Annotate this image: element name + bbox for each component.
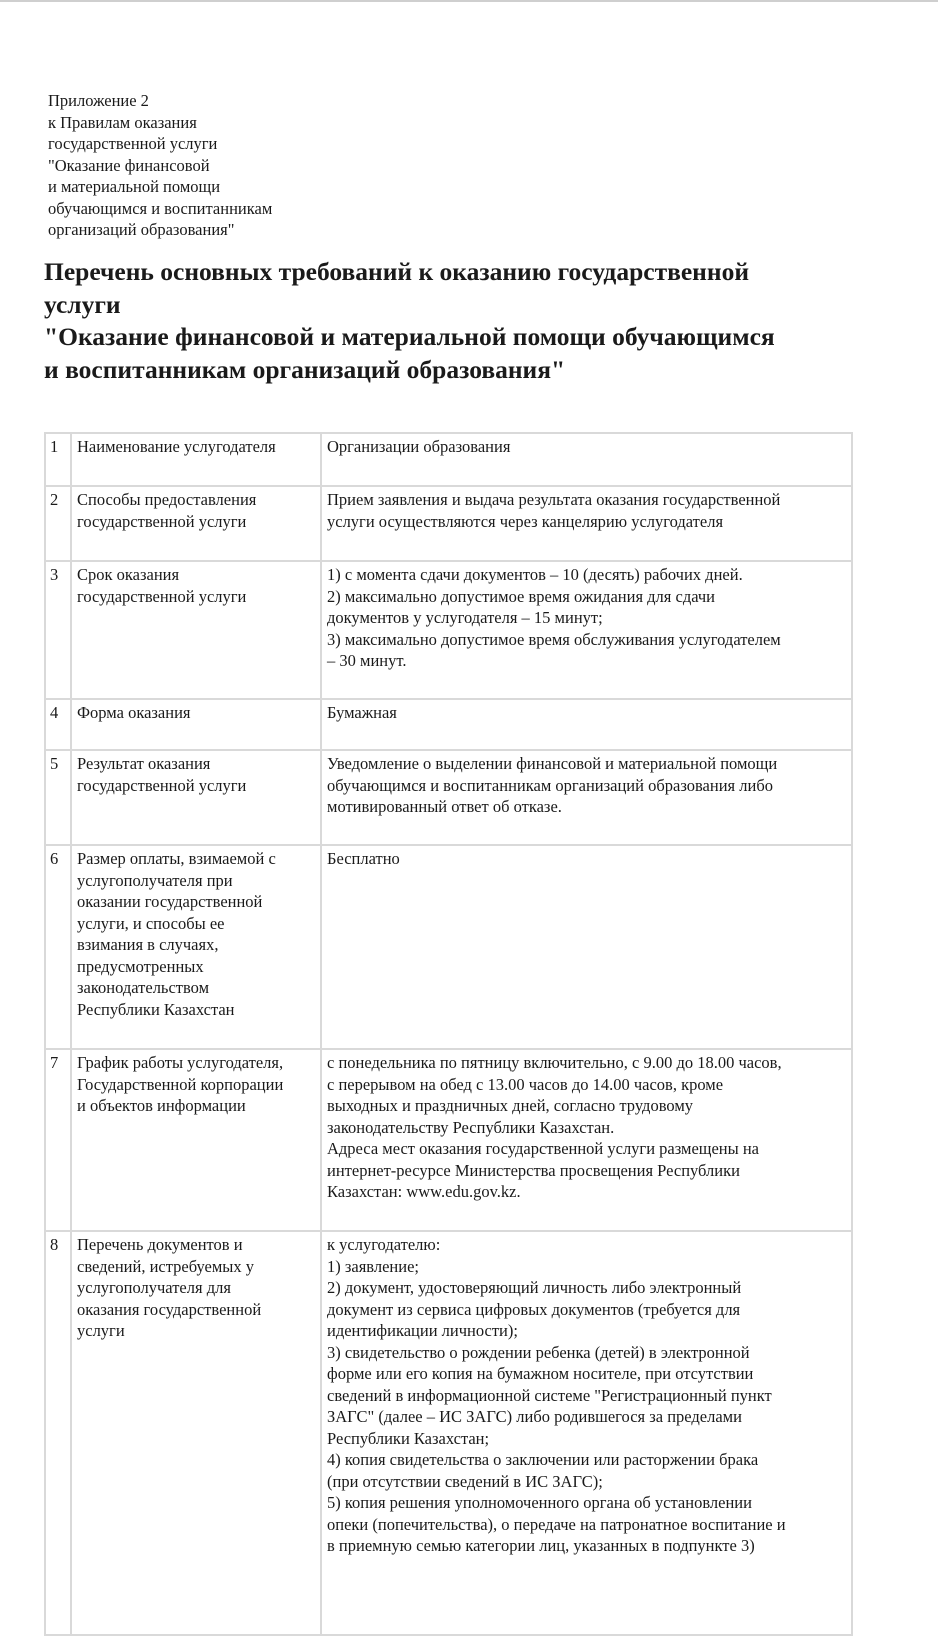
requirement-label-line: График работы услугодателя, bbox=[77, 1053, 284, 1072]
requirement-value-cell bbox=[321, 561, 852, 699]
title-line: услуги bbox=[44, 289, 121, 319]
requirement-label-cell bbox=[71, 1231, 321, 1635]
requirement-label-line: государственной услуги bbox=[77, 775, 247, 795]
requirement-label-line: взимания в случаях, bbox=[77, 935, 219, 954]
requirement-label-line: оказания государственной bbox=[77, 1299, 262, 1319]
requirement-value-line: Организации образования bbox=[327, 437, 511, 456]
appendix-line: "Оказание финансовой bbox=[48, 155, 210, 175]
requirement-value-line: 2) документ, удостоверяющий личность либо электронный bbox=[327, 1278, 742, 1297]
requirement-value-line: в приемную семью категории лиц, указанных в подпункте 3) bbox=[327, 1536, 755, 1555]
requirement-value-line: к услугодателю: bbox=[327, 1235, 441, 1254]
requirement-value-line: услуги осуществляются через канцелярию услугодателя bbox=[327, 511, 724, 531]
requirement-label-cell bbox=[71, 561, 321, 699]
row-number-cell: 8 bbox=[45, 1231, 71, 1635]
appendix-line: и материальной помощи bbox=[48, 177, 221, 196]
requirement-label-line: сведений, истребуемых у bbox=[77, 1256, 254, 1276]
appendix-line: Приложение 2 bbox=[48, 91, 149, 110]
requirement-label-line: государственной услуги bbox=[77, 511, 247, 531]
requirement-label-cell bbox=[71, 433, 321, 486]
requirement-label-line: Срок оказания bbox=[77, 565, 180, 584]
table-row bbox=[45, 1049, 852, 1231]
requirement-label-line: услугополучателя при bbox=[77, 870, 233, 890]
requirement-value-line: обучающимся и воспитанникам организаций образования либо bbox=[327, 775, 773, 795]
requirement-value-line: – 30 минут. bbox=[327, 651, 407, 670]
top-divider bbox=[0, 0, 938, 2]
requirement-value-line: опеки (попечительства), о передаче на патронатное воспитание и bbox=[327, 1514, 786, 1534]
requirement-value-line: форме или его копия на бумажном носителе, при отсутствии bbox=[327, 1364, 754, 1383]
requirement-label-line: Республики Казахстан bbox=[77, 999, 235, 1019]
requirement-value-cell bbox=[321, 1049, 852, 1231]
requirement-value-line: 3) свидетельство о рождении ребенка (детей) в электронной bbox=[327, 1342, 750, 1362]
row-number-cell: 6 bbox=[45, 845, 71, 1049]
requirement-label-cell bbox=[71, 1049, 321, 1231]
requirement-value-line: с перерывом на обед с 13.00 часов до 14.00 часов, кроме bbox=[327, 1074, 724, 1094]
requirement-value-line: 4) копия свидетельства о заключении или расторжении брака bbox=[327, 1450, 759, 1469]
requirement-value-line: сведений в информационной системе "Регистрационный пункт bbox=[327, 1385, 772, 1405]
requirement-value-line: Адреса мест оказания государственной услуги размещены на bbox=[327, 1139, 760, 1158]
table-row bbox=[45, 750, 852, 845]
requirement-value-line: 5) копия решения уполномоченного органа об установлении bbox=[327, 1493, 752, 1512]
requirement-value-line: идентификации личности); bbox=[327, 1321, 518, 1340]
requirement-label-cell bbox=[71, 845, 321, 1049]
requirement-value-cell bbox=[321, 845, 852, 1049]
row-number-cell: 3 bbox=[45, 561, 71, 699]
appendix-line: организаций образования" bbox=[48, 220, 235, 239]
requirement-value-line: Уведомление о выделении финансовой и материальной помощи bbox=[327, 754, 778, 773]
requirement-value-cell bbox=[321, 699, 852, 750]
document-title bbox=[44, 256, 874, 386]
requirement-value-cell bbox=[321, 1231, 852, 1635]
requirement-value-cell bbox=[321, 750, 852, 845]
requirement-value-line: с понедельника по пятницу включительно, с 9.00 до 18.00 часов, bbox=[327, 1053, 782, 1072]
appendix-note bbox=[48, 90, 272, 241]
table-row bbox=[45, 699, 852, 750]
requirement-value-line: Бесплатно bbox=[327, 849, 400, 868]
requirement-value-line: Прием заявления и выдача результата оказания государственной bbox=[327, 490, 781, 509]
requirement-label-line: Способы предоставления bbox=[77, 490, 257, 509]
requirement-value-line: ЗАГС" (далее – ИС ЗАГС) либо родившегося за пределами bbox=[327, 1407, 742, 1426]
requirement-label-line: услуги, и способы ее bbox=[77, 913, 225, 933]
row-number-cell: 2 bbox=[45, 486, 71, 561]
title-line: и воспитанникам организаций образования" bbox=[44, 354, 566, 384]
requirement-label-line: законодательством bbox=[77, 978, 210, 997]
table-row bbox=[45, 433, 852, 486]
appendix-line: обучающимся и воспитанникам bbox=[48, 198, 273, 218]
table-row bbox=[45, 486, 852, 561]
requirement-label-line: государственной услуги bbox=[77, 586, 247, 606]
requirement-value-line: документ из сервиса цифровых документов (требуется для bbox=[327, 1299, 741, 1319]
table-row bbox=[45, 845, 852, 1049]
requirements-table bbox=[44, 432, 853, 1636]
requirement-value-line: 3) максимально допустимое время обслуживания услугодателем bbox=[327, 629, 781, 649]
requirement-value-cell bbox=[321, 433, 852, 486]
requirement-label-cell bbox=[71, 750, 321, 845]
title-line: "Оказание финансовой и материальной помощи обучающимся bbox=[44, 322, 775, 351]
table-row bbox=[45, 561, 852, 699]
requirement-label-line: услугополучателя для bbox=[77, 1278, 231, 1297]
requirement-value-line: 2) максимально допустимое время ожидания для сдачи bbox=[327, 586, 716, 606]
row-number-cell: 5 bbox=[45, 750, 71, 845]
requirement-value-line: Бумажная bbox=[327, 703, 397, 722]
requirement-label-line: Государственной корпорации bbox=[77, 1074, 284, 1094]
requirement-value-line: (при отсутствии сведений в ИС ЗАГС); bbox=[327, 1471, 603, 1491]
row-number-cell: 4 bbox=[45, 699, 71, 750]
requirement-label-line: Наименование услугодателя bbox=[77, 437, 276, 456]
requirement-label-cell bbox=[71, 699, 321, 750]
requirement-value-line: 1) заявление; bbox=[327, 1256, 419, 1276]
appendix-line: к Правилам оказания bbox=[48, 112, 197, 132]
requirement-value-line: выходных и праздничных дней, согласно трудовому bbox=[327, 1096, 694, 1115]
requirement-value-cell bbox=[321, 486, 852, 561]
requirement-label-line: услуги bbox=[77, 1321, 125, 1340]
requirement-label-line: Перечень документов и bbox=[77, 1235, 243, 1254]
requirement-value-line: Казахстан: www.edu.gov.kz. bbox=[327, 1182, 521, 1201]
requirements-table-body bbox=[45, 433, 852, 1635]
requirement-label-line: и объектов информации bbox=[77, 1096, 246, 1115]
requirement-label-line: Результат оказания bbox=[77, 754, 211, 773]
appendix-line: государственной услуги bbox=[48, 134, 218, 153]
requirement-label-line: Размер оплаты, взимаемой с bbox=[77, 849, 276, 868]
requirement-label-line: оказании государственной bbox=[77, 892, 263, 911]
requirement-value-line: 1) с момента сдачи документов – 10 (десять) рабочих дней. bbox=[327, 565, 743, 584]
requirement-value-line: мотивированный ответ об отказе. bbox=[327, 797, 562, 816]
requirement-label-line: предусмотренных bbox=[77, 956, 204, 976]
table-row bbox=[45, 1231, 852, 1635]
row-number-cell: 1 bbox=[45, 433, 71, 486]
title-line: Перечень основных требований к оказанию государственной bbox=[44, 257, 750, 286]
requirement-label-line: Форма оказания bbox=[77, 703, 191, 722]
requirement-label-cell bbox=[71, 486, 321, 561]
requirement-value-line: документов у услугодателя – 15 минут; bbox=[327, 608, 603, 627]
requirement-value-line: законодательству Республики Казахстан. bbox=[327, 1117, 615, 1137]
row-number-cell: 7 bbox=[45, 1049, 71, 1231]
requirement-value-line: интернет-ресурсе Министерства просвещения Республики bbox=[327, 1160, 740, 1180]
requirement-value-line: Республики Казахстан; bbox=[327, 1428, 490, 1448]
